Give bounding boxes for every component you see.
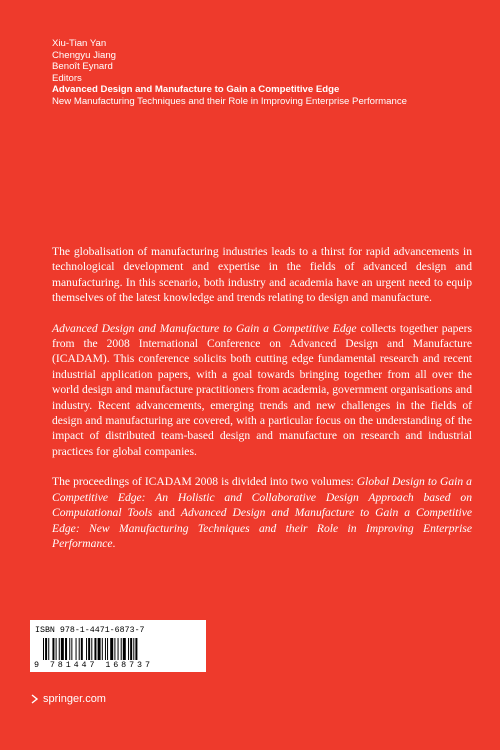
barcode-bar xyxy=(76,638,77,660)
paragraph: The globalisation of manufacturing industries leads to a thirst for rapid advancements in technological development and expertise in the fields of advanced design and manufacturing. In this scenario, both industry and academia have an urgent need to equip themselves of the latest knowledge and trends relating to design and manufacture. xyxy=(52,245,472,305)
barcode-bar xyxy=(88,638,90,660)
barcode-bar xyxy=(135,638,137,660)
barcode-bar xyxy=(52,638,54,660)
barcode-bar xyxy=(121,638,122,660)
barcode-bar xyxy=(128,638,129,660)
credits-block xyxy=(52,38,407,108)
publisher-name: springer.com xyxy=(43,693,106,705)
paragraph-text: and xyxy=(152,506,181,520)
barcode-bar xyxy=(56,638,57,660)
book-subtitle: New Manufacturing Techniques and their Role in Improving Enterprise Performance xyxy=(52,95,407,107)
barcode-bars xyxy=(43,638,195,660)
book-title-italic: Advanced Design and Manufacture to Gain a Competitive Edge xyxy=(52,321,357,335)
volume-title: Global Design to Gain a Competitive Edge: An Holistic and Collaborative Design Approach based on Computational Tools xyxy=(52,475,472,520)
barcode-bar xyxy=(91,638,92,660)
barcode-bar xyxy=(114,638,115,660)
barcode-bar xyxy=(81,638,83,660)
barcode xyxy=(30,620,206,672)
barcode-bar xyxy=(123,638,126,660)
paragraph xyxy=(52,474,472,551)
paragraph-text: collects together papers from the 2008 International Conference on Advanced Design and Manufacture (ICADAM). This conference solicits both cutting edge fundamental research and recent industrial application papers, with a goal towards bringing together from all over the world design and manufacture practitioners from academia, government organisations and industry. Recent advancements, emerging trends and new challenges in the fields of design and manufacturing are covered, with a particular focus on the understanding of the impact of distributed team-based design and manufacture on research and industrial practices for global companies. xyxy=(52,321,472,458)
barcode-bar xyxy=(110,638,113,660)
paragraph xyxy=(52,321,472,460)
editor-name: Benoît Eynard xyxy=(52,61,113,73)
editor-name: Xiu-Tian Yan xyxy=(52,38,107,49)
barcode-digits: 9 781447 168737 xyxy=(34,660,153,670)
description-blurb xyxy=(52,244,472,566)
barcode-bar xyxy=(48,638,49,660)
barcode-bar xyxy=(71,638,72,660)
barcode-bar xyxy=(79,638,80,660)
paragraph-text: The proceedings of ICADAM 2008 is divided into two volumes: xyxy=(52,475,357,489)
barcode-bar xyxy=(105,638,106,660)
isbn-text: ISBN 978-1-4471-6873-7 xyxy=(35,626,145,635)
volume-title: Advanced Design and Manufacture to Gain a Competitive Edge: New Manufacturing Techniques and their Role in Improving Enterprise Performance xyxy=(52,506,472,550)
barcode-bar xyxy=(59,638,60,660)
barcode-bar xyxy=(133,638,134,660)
book-title: Advanced Design and Manufacture to Gain a Competitive Edge xyxy=(52,84,340,96)
barcode-bar xyxy=(69,638,70,660)
barcode-bar xyxy=(102,638,103,660)
editors-label: Editors xyxy=(52,72,82,84)
editor-name: Chengyu Jiang xyxy=(52,49,117,61)
paragraph-text: . xyxy=(112,536,116,550)
barcode-bar xyxy=(65,638,67,660)
barcode-bar xyxy=(94,638,96,660)
barcode-bar xyxy=(98,638,101,660)
barcode-bar xyxy=(107,638,108,660)
publisher-link[interactable] xyxy=(30,693,106,705)
chevron-right-icon xyxy=(30,694,39,704)
barcode-bar xyxy=(45,638,47,660)
barcode-bar xyxy=(86,638,87,660)
barcode-bar xyxy=(118,638,119,660)
barcode-bar xyxy=(43,638,44,660)
barcode-bar xyxy=(130,638,132,660)
barcode-bar xyxy=(61,638,64,660)
